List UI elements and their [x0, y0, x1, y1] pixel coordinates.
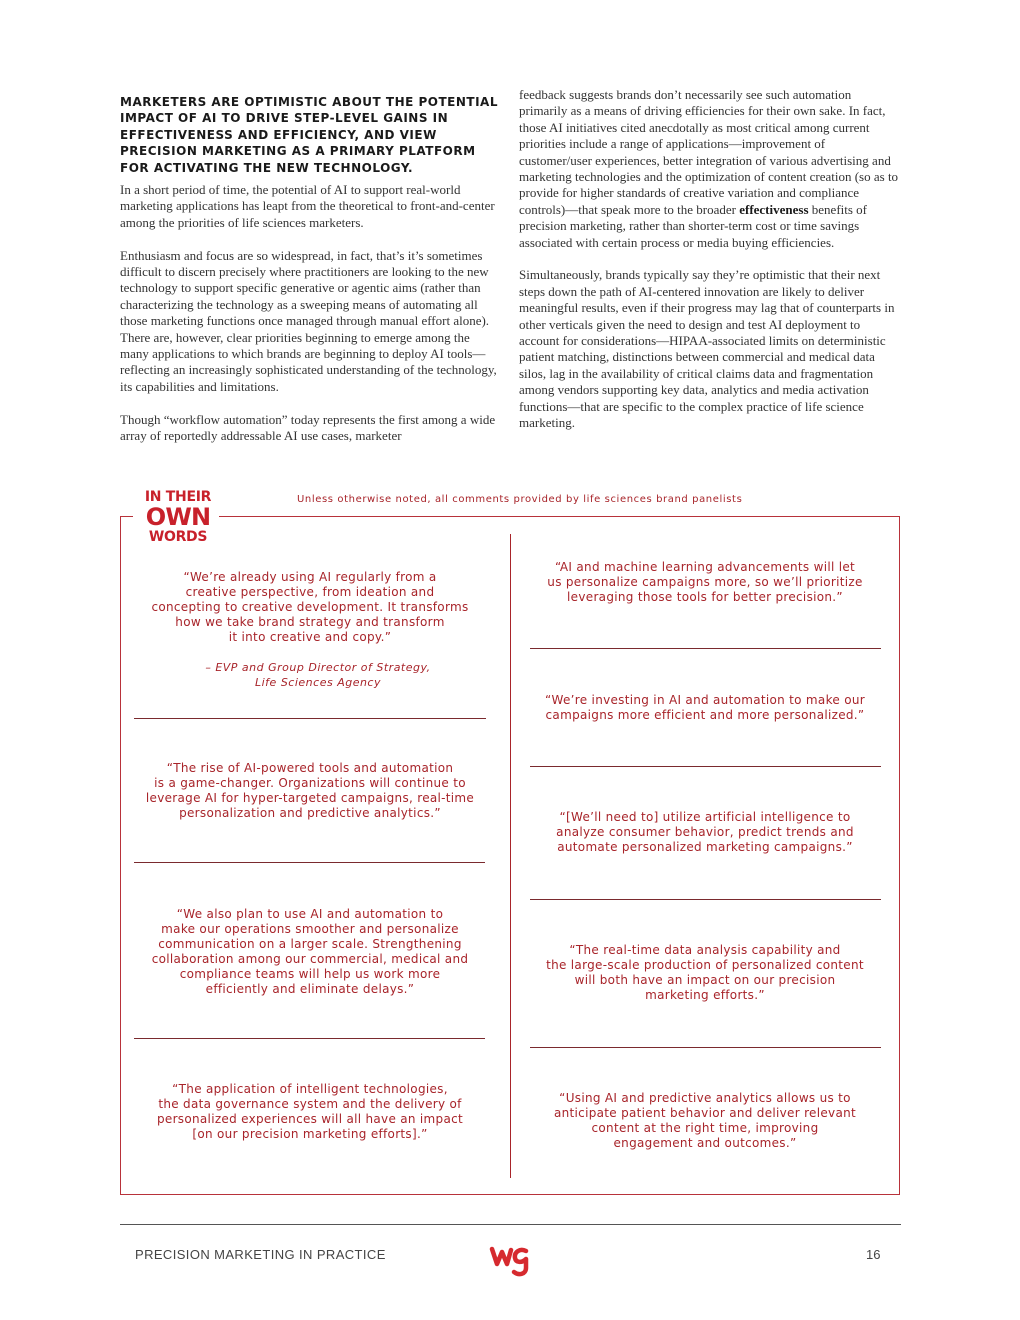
quote-line: “We also plan to use AI and automation to	[176, 907, 444, 921]
tag-line: WORDS	[148, 529, 208, 545]
quote-line: content at the right time, improving	[591, 1121, 819, 1135]
quote-line: “The real-time data analysis capability and	[569, 943, 841, 957]
page-number: 16	[866, 1247, 881, 1262]
quote-line: engagement and outcomes.”	[613, 1136, 797, 1150]
quote-line: “[We’ll need to] utilize artificial intelligence to	[559, 810, 851, 824]
quote-line: [on our precision marketing efforts].”	[192, 1127, 428, 1141]
quote-line: leveraging those tools for better precision.”	[567, 590, 843, 604]
quote-line: the large-scale production of personalized content	[546, 958, 864, 972]
quote-line: analyze consumer behavior, predict trends and	[556, 825, 854, 839]
quote-line: “We’re investing in AI and automation to make our	[545, 693, 865, 707]
article-left-column	[120, 94, 498, 461]
quote-divider	[134, 718, 486, 719]
quote-line: efficiently and eliminate delays.”	[205, 982, 415, 996]
quote-line: automate personalized marketing campaigns.”	[557, 840, 853, 854]
emphasis-text: effectiveness	[739, 201, 809, 217]
quote-line: “The application of intelligent technologies,	[172, 1082, 448, 1096]
quote-divider	[134, 1038, 485, 1039]
body-text: feedback suggests brands don’t necessarily see such automation primarily as a means of driving efficiencies for their own sake. In fact, those AI initiatives cited anecdotally as most critical among current priorities include a range of applications—improvement of customer/user experiences, better integration of various advertising and marketing technologies and the optimization of content creation (so as to provide for higher standards of creative variation and compliance controls)—that speak more to the broader	[519, 87, 899, 217]
body-paragraph: Simultaneously, brands typically say they’re optimistic that their next steps down the path of AI-centered innovation are likely to deliver meaningful results, even if their progress may lag that of counterparts in other verticals given the need to design and test AI deployment to account for considerations—HIPAA-associated limits on deterministic patient matching, distinctions between commercial and medical data silos, lag in the availability of critical claims data and fragmentation among vendors supporting key data, analytics and media activation functions—that are specific to the complex practice of life science marketing.	[519, 267, 895, 431]
body-paragraph	[519, 87, 899, 251]
quote-line: make our operations smoother and personalize	[161, 922, 459, 936]
footer-rule	[120, 1224, 901, 1225]
section-heading: MARKETERS ARE OPTIMISTIC ABOUT THE POTENTIAL IMPACT OF AI TO DRIVE STEP-LEVEL GAINS IN EFFECTIVENESS AND EFFICIENCY, AND VIEW PRECISION MARKETING AS A PRIMARY PLATFORM FOR ACTIVATING THE NEW TECHNOLOGY.	[120, 95, 498, 175]
article-right-column	[519, 87, 899, 448]
tag-line: OWN	[145, 503, 211, 531]
wg-logo-icon	[489, 1244, 531, 1278]
quote-line: “The rise of AI-powered tools and automation	[166, 761, 454, 775]
quote-line: collaboration among our commercial, medical and	[151, 952, 469, 966]
quote-divider	[134, 862, 485, 863]
panelist-note: Unless otherwise noted, all comments provided by life sciences brand panelists	[297, 494, 743, 505]
column-divider	[510, 534, 511, 1178]
quote-line: the data governance system and the delivery of	[158, 1097, 462, 1111]
quote-line: “Using AI and predictive analytics allows us to	[559, 1091, 851, 1105]
quote	[530, 693, 880, 723]
quote-line: it into creative and copy.”	[228, 630, 392, 644]
quote-line: anticipate patient behavior and deliver relevant	[553, 1106, 857, 1120]
quote	[135, 907, 485, 997]
quote-line: concepting to creative development. It transforms	[151, 600, 469, 614]
quote	[530, 560, 880, 605]
quote-line: us personalize campaigns more, so we’ll prioritize	[547, 575, 863, 589]
footer-title: PRECISION MARKETING IN PRACTICE	[135, 1247, 386, 1262]
quote-divider	[530, 1047, 881, 1048]
quote-divider	[530, 648, 881, 649]
quote	[135, 1082, 485, 1142]
quote	[530, 1091, 880, 1151]
quote-line: creative perspective, from ideation and	[185, 585, 435, 599]
quote	[530, 943, 880, 1003]
attribution-line: – EVP and Group Director of Strategy,	[205, 661, 431, 674]
quote-line: campaigns more efficient and more personalized.”	[545, 708, 865, 722]
body-paragraph: Enthusiasm and focus are so widespread, in fact, that’s it’s sometimes difficult to discern precisely where practitioners are looking to the new technology to support specific generative or agentic aims (rather than characterizing the technology as a sweeping means of automating all those marketing functions once managed through manual effort alone). There are, however, clear priorities beginning to emerge among the many applications to which brands are beginning to deploy AI tools—reflecting an increasingly sophisticated understanding of the technology, its capabilities and limitations.	[120, 247, 497, 394]
quote-attribution	[135, 660, 501, 690]
quote-line: compliance teams will help us work more	[179, 967, 441, 981]
quote-divider	[530, 899, 881, 900]
body-paragraph: Though “workflow automation” today represents the first among a wide array of reportedly addressable AI use cases, marketer	[120, 411, 496, 444]
quote	[135, 570, 485, 645]
quote-line: “AI and machine learning advancements will let	[554, 560, 856, 574]
quote-line: will both have an impact on our precision	[574, 973, 836, 987]
tag-line: IN THEIR	[144, 489, 212, 505]
quote	[530, 810, 880, 855]
quote-divider	[530, 766, 881, 767]
quote-line: communication on a larger scale. Strengthening	[158, 937, 462, 951]
quote-line: marketing efforts.”	[645, 988, 765, 1002]
body-text: benefits of precision marketing, rather than shorter-term cost or time savings associated with certain process or media buying efficiencies.	[519, 201, 868, 250]
quote	[135, 761, 485, 821]
quote-line: is a game-changer. Organizations will continue to	[154, 776, 466, 790]
quote-line: “We’re already using AI regularly from a	[183, 570, 437, 584]
body-paragraph: In a short period of time, the potential of AI to support real-world marketing applications has leapt from the theoretical to front-and-center among the priorities of life sciences marketers.	[120, 182, 495, 230]
quote-line: how we take brand strategy and transform	[175, 615, 445, 629]
in-their-own-words-tag	[138, 490, 218, 544]
quote-line: personalization and predictive analytics.”	[179, 806, 441, 820]
quote-line: personalized experiences will all have an impact	[156, 1112, 464, 1126]
quote-line: leverage AI for hyper-targeted campaigns, real-time	[145, 791, 475, 805]
attribution-line: Life Sciences Agency	[255, 676, 381, 689]
